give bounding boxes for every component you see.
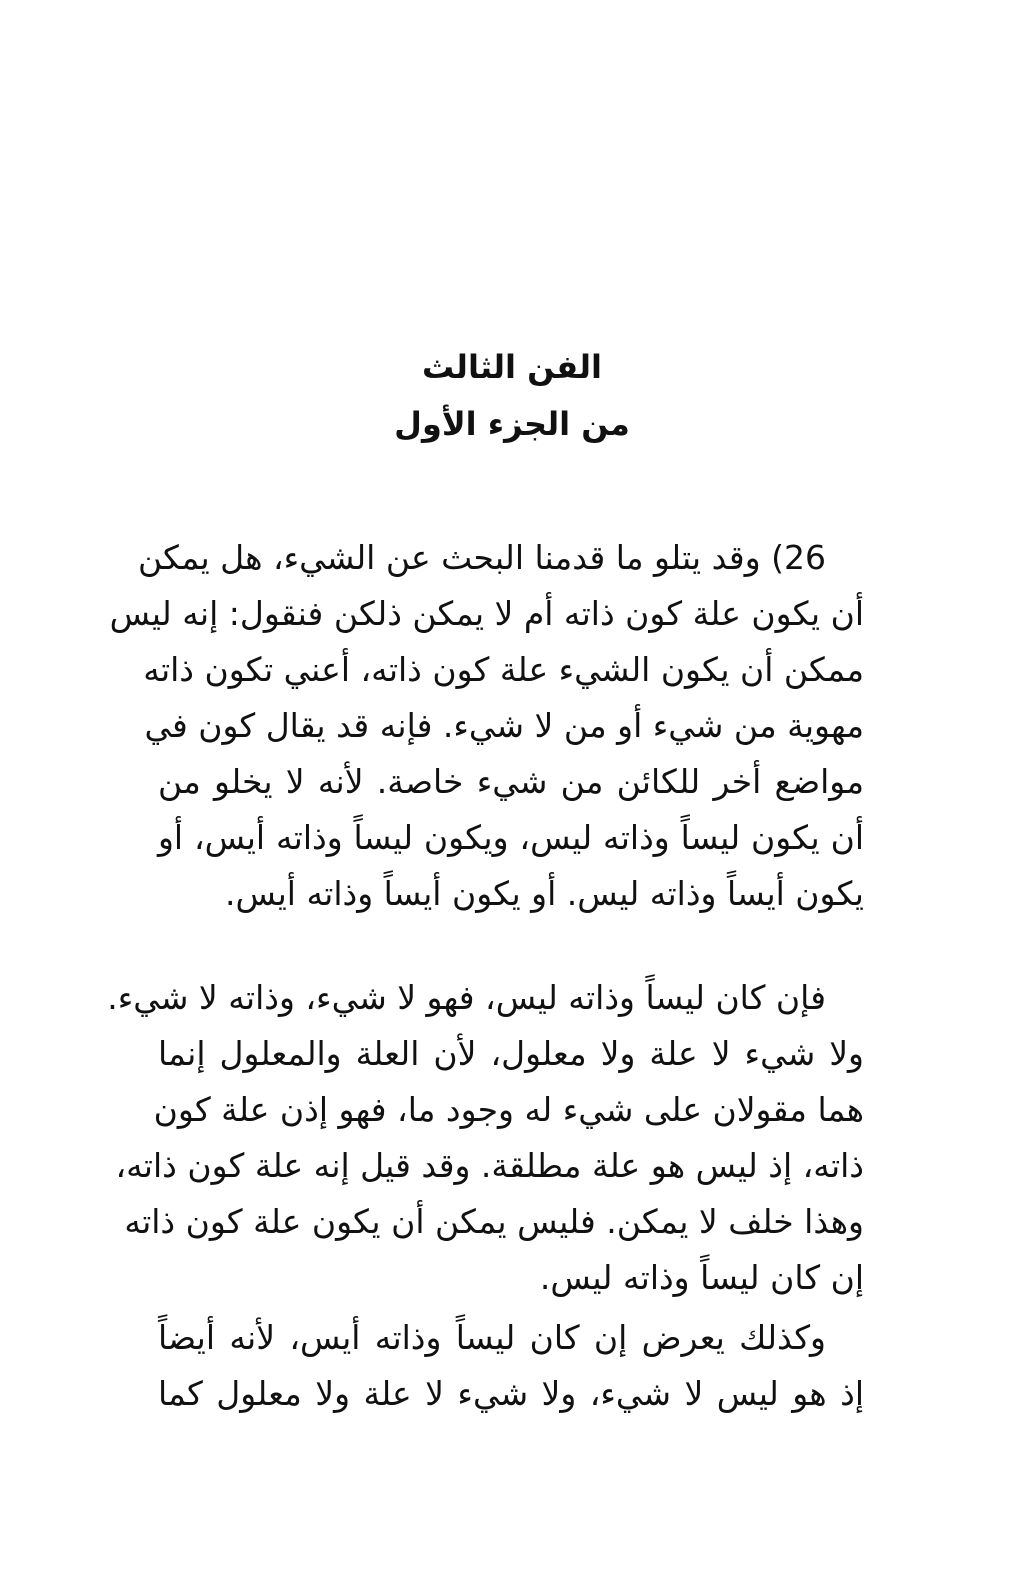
text-line: 26) وقد يتلو ما قدمنا البحث عن الشيء، هل يمكن — [138, 538, 826, 577]
paragraph-3 — [158, 1310, 864, 1422]
text-line: مهوية من شيء أو من لا شيء. فإنه قد يقال كون في — [144, 706, 864, 745]
text-line: أن يكون علة كون ذاته أم لا يمكن ذلكن فنقول: إنه ليس — [109, 594, 864, 633]
text-line: يكون أيساً وذاته ليس. أو يكون أيساً وذاته أيس. — [225, 874, 864, 913]
text-line: إذ هو ليس لا شيء، ولا شيء لا علة ولا معلول كما — [158, 1374, 864, 1413]
paragraph-26 — [109, 530, 864, 922]
text-line: مواضع أخر للكائن من شيء خاصة. لأنه لا يخلو من — [158, 762, 864, 801]
text-line: ممكن أن يكون الشيء علة كون ذاته، أعني تكون ذاته — [143, 650, 864, 689]
text-line: أن يكون ليساً وذاته ليس، ويكون ليساً وذاته أيس، أو — [158, 818, 864, 857]
text-line: وكذلك يعرض إن كان ليساً وذاته أيس، لأنه أيضاً — [158, 1318, 826, 1357]
section-subtitle: من الجزء الأول — [394, 405, 630, 443]
text-line: إن كان ليساً وذاته ليس. — [539, 1258, 864, 1297]
text-line: وهذا خلف لا يمكن. فليس يمكن أن يكون علة كون ذاته — [124, 1202, 864, 1241]
text-line: فإن كان ليساً وذاته ليس، فهو لا شيء، وذاته لا شيء. — [107, 978, 826, 1017]
text-line: ذاته، إذ ليس هو علة مطلقة. وقد قيل إنه علة كون ذاته، — [115, 1146, 864, 1185]
text-line: ولا شيء لا علة ولا معلول، لأن العلة والمعلول إنما — [158, 1034, 864, 1073]
section-title: الفن الثالث — [422, 348, 602, 386]
paragraph-2 — [107, 970, 864, 1306]
text-line: هما مقولان على شيء له وجود ما، فهو إذن علة كون — [153, 1090, 864, 1129]
